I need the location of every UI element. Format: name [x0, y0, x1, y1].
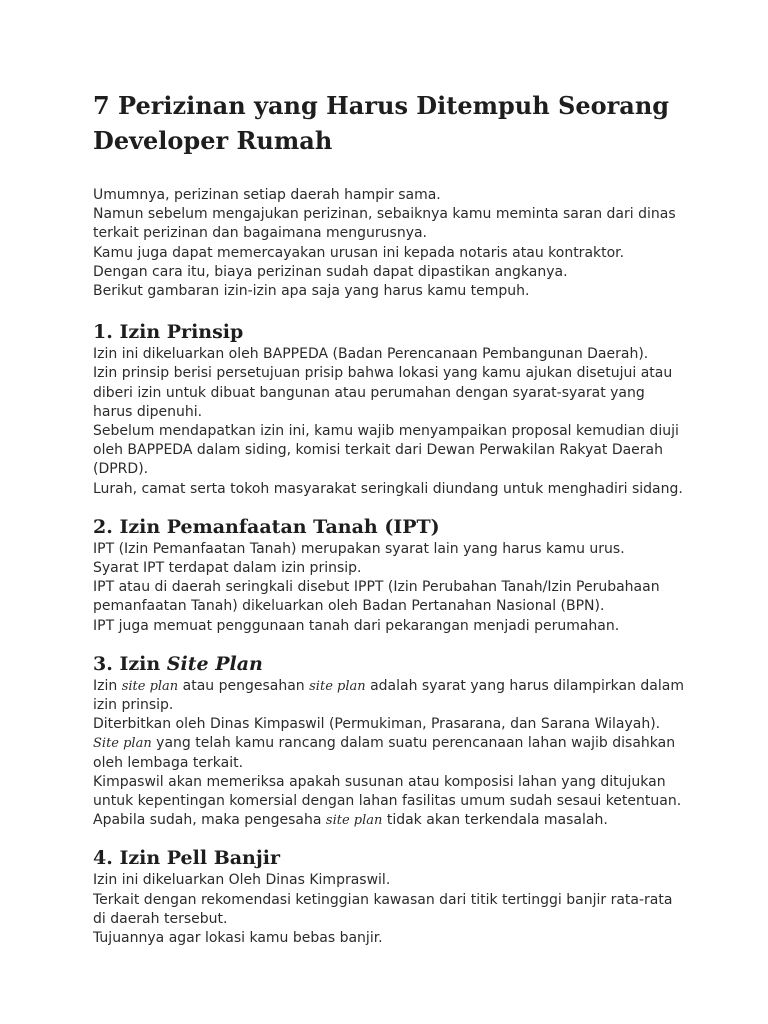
italic-term: site plan — [121, 678, 179, 694]
intro-line: terkait perizinan dan bagaimana mengurusnya. — [93, 225, 428, 242]
text-run: Apabila sudah, maka pengesaha — [93, 812, 326, 829]
page-title — [93, 88, 708, 158]
section-heading: 2. Izin Pemanfaatan Tanah (IPT) — [93, 515, 440, 538]
body-line: diberi izin untuk dibuat bangunan atau perumahan dengan syarat-syarat yang — [93, 384, 645, 401]
body-line: Lurah, camat serta tokoh masyarakat seringkali diundang untuk menghadiri sidang. — [93, 480, 683, 497]
italic-term: site plan — [325, 813, 383, 829]
intro-line: Berikut gambaran izin-izin apa saja yang harus kamu tempuh. — [93, 283, 530, 300]
text-run: Izin — [93, 677, 122, 694]
section-body — [93, 871, 708, 948]
body-line: izin prinsip. — [93, 697, 174, 714]
body-line: oleh lembaga terkait. — [93, 754, 244, 771]
text-run: tidak akan terkendala masalah. — [382, 812, 608, 829]
body-line: Diterbitkan oleh Dinas Kimpaswil (Permukiman, Prasarana, dan Sarana Wilayah). — [93, 716, 661, 733]
heading-prefix: 3. Izin — [93, 652, 167, 675]
body-line: Sebelum mendapatkan izin ini, kamu wajib menyampaikan proposal kemudian diuji — [93, 423, 679, 440]
intro-paragraph — [93, 186, 708, 301]
body-line: IPT juga memuat penggunaan tanah dari pekarangan menjadi perumahan. — [93, 617, 620, 634]
title-line-2: Developer Rumah — [93, 126, 333, 155]
section-izin-prinsip — [93, 319, 708, 499]
body-line: pemanfaatan Tanah) dikeluarkan oleh Badan Pertanahan Nasional (BPN). — [93, 598, 605, 615]
text-run: atau pengesahan — [178, 677, 310, 694]
section-body — [93, 677, 708, 831]
body-line: Tujuannya agar lokasi kamu bebas banjir. — [93, 930, 383, 947]
body-line: IPT (Izin Pemanfaatan Tanah) merupakan syarat lain yang harus kamu urus. — [93, 540, 625, 557]
body-line — [93, 811, 708, 830]
body-line: Izin ini dikeluarkan oleh BAPPEDA (Badan Perencanaan Pembangunan Daerah). — [93, 346, 649, 363]
body-line: (DPRD). — [93, 461, 149, 478]
body-line: Izin ini dikeluarkan Oleh Dinas Kimpraswil. — [93, 872, 391, 889]
body-line — [93, 734, 708, 753]
section-heading — [93, 651, 708, 677]
section-heading: 1. Izin Prinsip — [93, 321, 244, 344]
body-line: di daerah tersebut. — [93, 910, 228, 927]
body-line: IPT atau di daerah seringkali disebut IPPT (Izin Perubahan Tanah/Izin Perubahaan — [93, 579, 660, 596]
section-izin-pemanfaatan-tanah — [93, 514, 708, 636]
body-line: Kimpaswil akan memeriksa apakah susunan atau komposisi lahan yang ditujukan — [93, 773, 666, 790]
body-line: Izin prinsip berisi persetujuan prisip bahwa lokasi yang kamu ajukan disetujui atau — [93, 365, 673, 382]
body-line — [93, 677, 708, 696]
body-line: Syarat IPT terdapat dalam izin prinsip. — [93, 560, 362, 577]
body-line: oleh BAPPEDA dalam siding, komisi terkait dari Dewan Perwakilan Rakyat Daerah — [93, 442, 664, 459]
intro-line: Umumnya, perizinan setiap daerah hampir sama. — [93, 187, 441, 203]
intro-line: Namun sebelum mengajukan perizinan, sebaiknya kamu meminta saran dari dinas — [93, 206, 676, 223]
text-run: yang telah kamu rancang dalam suatu perencanaan lahan wajib disahkan — [151, 735, 676, 752]
italic-term: site plan — [309, 678, 366, 694]
body-line: untuk kepentingan komersial dengan lahan fasilitas umum sudah sesaui ketentuan. — [93, 793, 682, 810]
section-body — [93, 540, 708, 636]
body-line: Terkait dengan rekomendasi ketinggian kawasan dari titik tertinggi banjir rata-rata — [93, 891, 673, 908]
intro-line: Dengan cara itu, biaya perizinan sudah dapat dipastikan angkanya. — [93, 263, 568, 280]
text-run: adalah syarat yang harus dilampirkan dalam — [365, 677, 684, 694]
intro-line: Kamu juga dapat memercayakan urusan ini kepada notaris atau kontraktor. — [93, 244, 625, 261]
section-heading: 4. Izin Pell Banjir — [93, 847, 280, 870]
italic-term: Site plan — [93, 736, 152, 752]
body-line: harus dipenuhi. — [93, 403, 203, 420]
section-body — [93, 345, 708, 499]
heading-italic: Site Plan — [166, 652, 263, 675]
section-izin-pell-banjir — [93, 845, 708, 948]
title-line-1: 7 Perizinan yang Harus Ditempuh Seorang — [93, 91, 670, 120]
section-izin-site-plan — [93, 651, 708, 831]
